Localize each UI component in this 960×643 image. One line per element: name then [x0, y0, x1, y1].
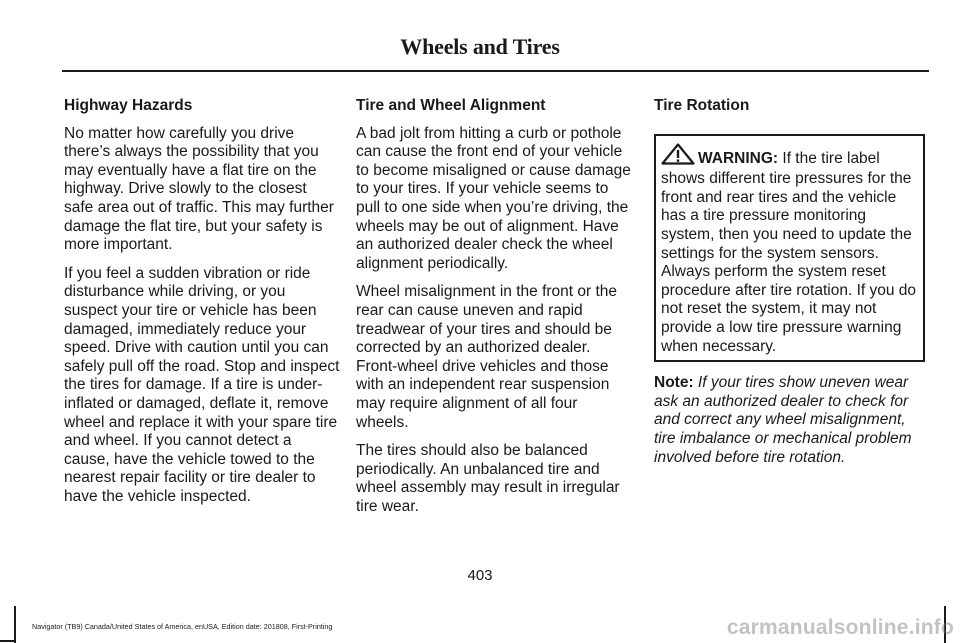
note [654, 374, 926, 467]
paragraph: No matter how carefully you drive there’s always the possibility that you may eventually have a flat tire on the highway. Drive slowly to the closest safe area out of traffic. This may further damage the flat tire, but your safety is more important. [64, 124, 334, 254]
note-label: Note: [654, 374, 694, 392]
crop-mark [0, 640, 16, 642]
paragraph: Wheel misalignment in the front or the rear can cause uneven and rapid treadwear of your tires and should be corrected by an authorized dealer. Front-wheel drive vehicles and those with an independent rear suspension may require alignment of all four wheels. [356, 283, 618, 431]
page-number: 403 [467, 567, 493, 584]
section-heading: Tire and Wheel Alignment [356, 97, 546, 114]
section-heading: Tire Rotation [654, 97, 750, 114]
page-title: Wheels and Tires [400, 34, 560, 59]
paragraph: If you feel a sudden vibration or ride disturbance while driving, or you suspect your tire or vehicle has been damaged, immediately reduce your speed. Drive with caution until you can safely pull off the road. Stop and inspect the tires for damage. If a tire is under-inflated or damaged, deflate it, remove wheel and replace it with your spare tire and wheel. If you cannot detect a cause, have the vehicle towed to the nearest repair facility or tire dealer to have the vehicle inspected. [64, 264, 340, 505]
warning-label: WARNING: [698, 149, 779, 167]
note-text: If your tires show uneven wear ask an authorized dealer to check for and correct any wheel misalignment, tire imbalance or mechanical problem involved before tire rotation. [654, 374, 912, 466]
column-tire-rotation [654, 97, 926, 477]
crop-mark [14, 606, 16, 643]
publication-info: Navigator (TB9) Canada/United States of America, enUSA, Edition date: 201808, First-Printing [32, 622, 333, 631]
section-heading: Highway Hazards [64, 97, 193, 114]
column-tire-wheel-alignment [356, 97, 634, 526]
watermark: carmanualsonline.info [726, 616, 954, 639]
paragraph: The tires should also be balanced periodically. An unbalanced tire and wheel assembly may result in irregular tire wear. [356, 442, 620, 515]
column-highway-hazards [64, 97, 340, 516]
paragraph: A bad jolt from hitting a curb or pothole can cause the front end of your vehicle to become misaligned or cause damage to your tires. If your vehicle seems to pull to one side when you’re driving, the wheels may be out of alignment. Have an authorized dealer check the wheel alignment periodically. [356, 124, 631, 272]
warning-box [654, 134, 925, 363]
warning-triangle-icon [661, 143, 695, 171]
header-divider [62, 70, 929, 72]
warning-text: If the tire label shows different tire pressures for the front and rear tires and the vehicle has a tire pressure monitoring system, then you need to update the settings for the system sensors. Always perform the system reset procedure after tire rotation. If you do not reset the system, it may not provide a low tire pressure warning when necessary. [661, 149, 917, 355]
